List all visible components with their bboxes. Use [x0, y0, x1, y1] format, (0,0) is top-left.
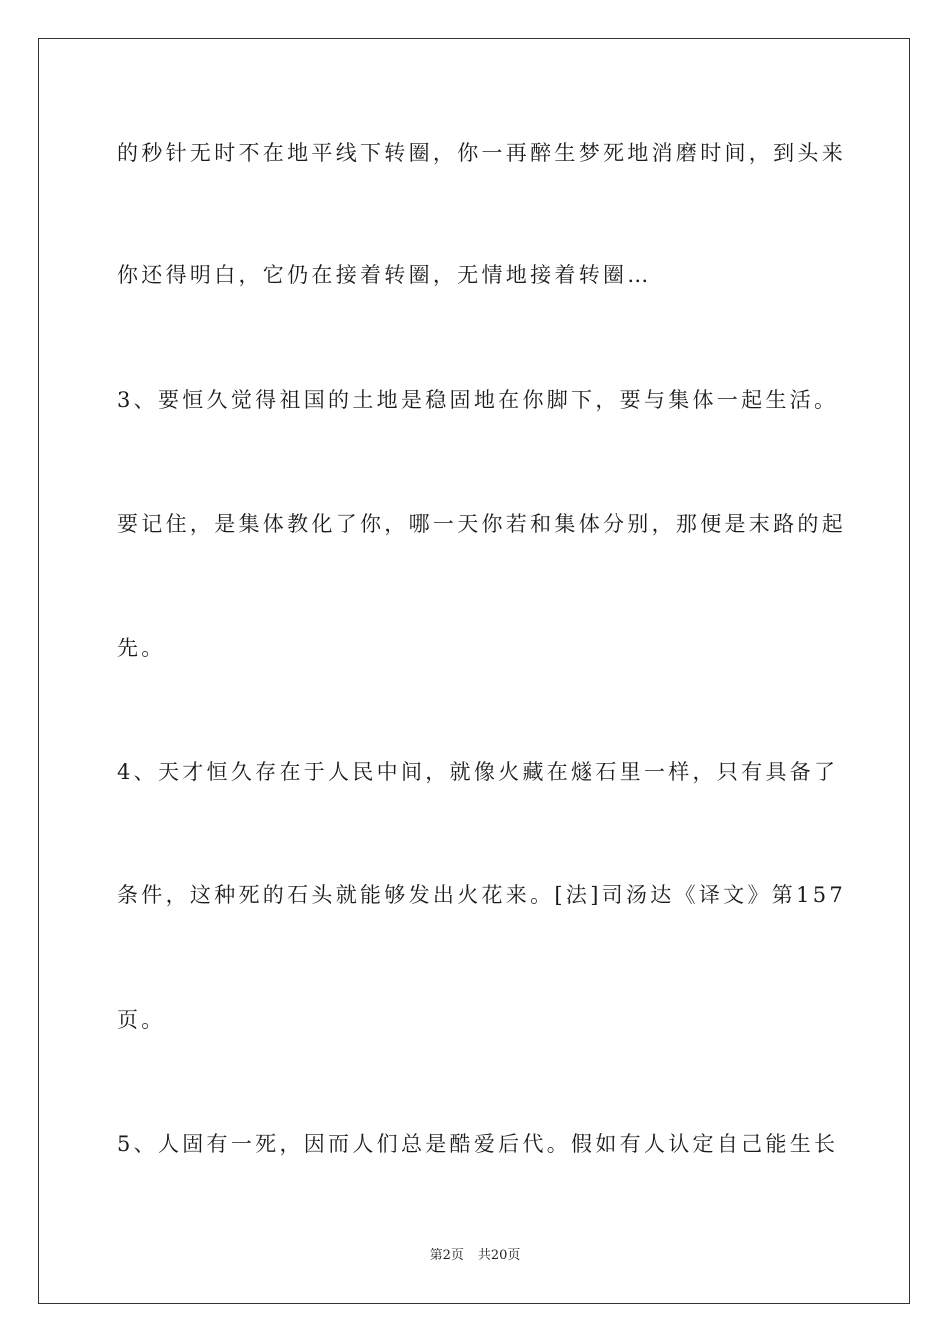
text-line: 你还得明白，它仍在接着转圈，无情地接着转圈… — [117, 263, 652, 287]
text-line: 5、人固有一死，因而人们总是酷爱后代。假如有人认定自己能生长 — [117, 1132, 839, 1156]
page-footer — [0, 1247, 950, 1265]
text-line: 先。 — [117, 636, 166, 660]
text-line: 页。 — [117, 1008, 166, 1032]
page-border — [38, 38, 910, 1304]
text-line: 条件，这种死的石头就能够发出火花来。[法]司汤达《译文》第157 — [117, 883, 847, 907]
text-line: 的秒针无时不在地平线下转圈，你一再醉生梦死地消磨时间，到头来 — [117, 141, 846, 165]
text-line: 3、要恒久觉得祖国的土地是稳固地在你脚下，要与集体一起生活。 — [117, 388, 839, 412]
text-line: 4、天才恒久存在于人民中间，就像火藏在燧石里一样，只有具备了 — [117, 760, 839, 784]
total-pages-label: 共20页 — [477, 1248, 521, 1263]
text-line: 要记住，是集体教化了你，哪一天你若和集体分别，那便是末路的起 — [117, 512, 846, 536]
current-page-label: 第2页 — [429, 1248, 464, 1263]
